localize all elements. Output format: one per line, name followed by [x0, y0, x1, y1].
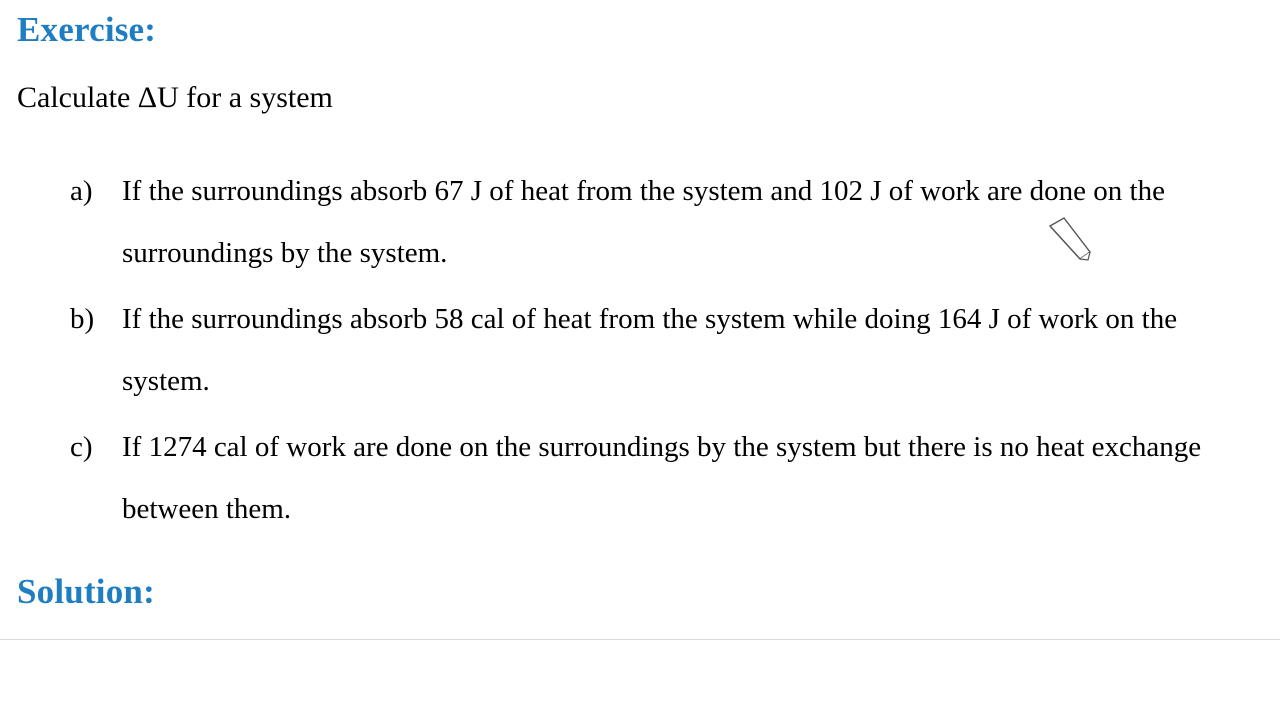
list-item	[70, 288, 1250, 412]
list-item	[70, 416, 1250, 540]
list-item	[70, 160, 1250, 284]
solution-heading: Solution:	[17, 572, 155, 611]
exercise-heading: Exercise:	[17, 10, 157, 49]
exercise-prompt: Calculate ΔU for a system	[17, 81, 333, 114]
exercise-item-list	[70, 160, 1250, 544]
list-item-text: If the surroundings absorb 67 J of heat from the system and 102 J of work are done on the surroundings by the system.	[122, 175, 1165, 269]
list-item-text: If 1274 cal of work are done on the surroundings by the system but there is no heat exchange between them.	[122, 431, 1202, 525]
list-item-marker: b)	[70, 303, 95, 335]
horizontal-divider	[0, 639, 1280, 640]
list-item-marker: a)	[70, 175, 93, 207]
list-item-text: If the surroundings absorb 58 cal of heat from the system while doing 164 J of work on the system.	[122, 303, 1178, 397]
list-item-marker: c)	[70, 431, 93, 463]
